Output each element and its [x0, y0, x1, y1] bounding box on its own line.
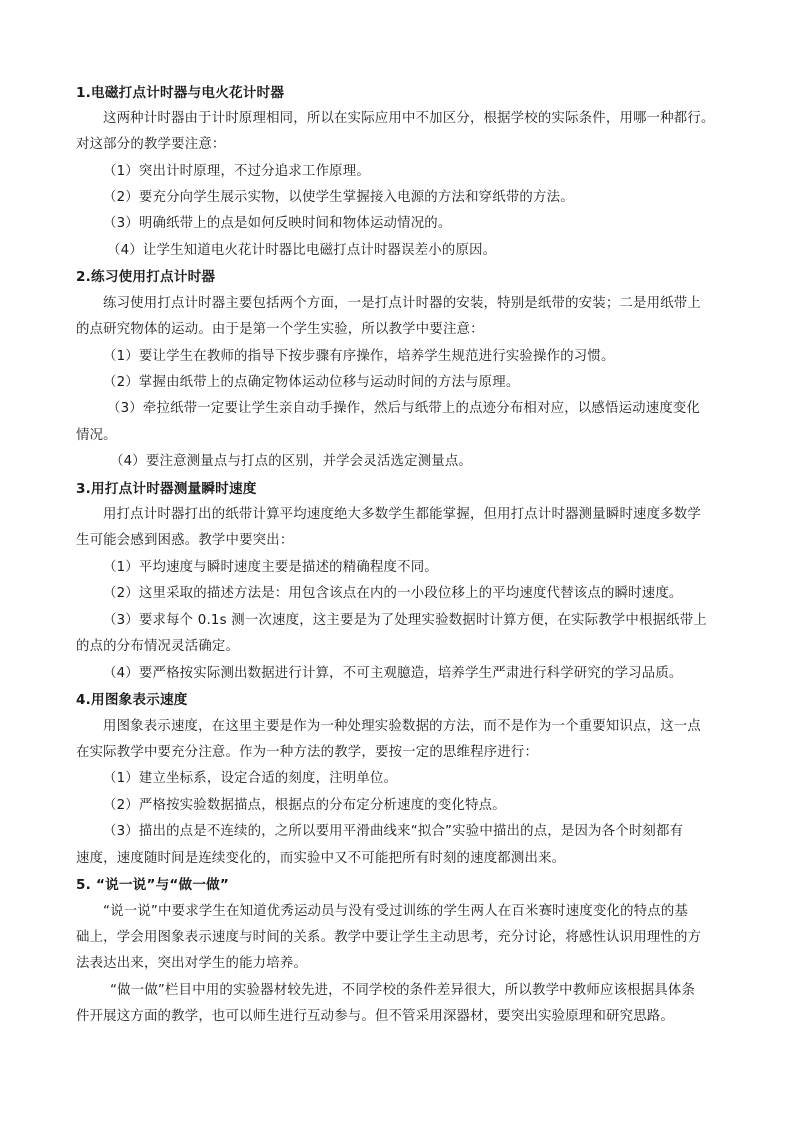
paragraph-line: 法表达出来，突出对学生的能力培养。	[76, 956, 308, 971]
paragraph-line: 生可能会感到困惑。教学中要突出：	[76, 533, 294, 548]
paragraph-line: “做一做”栏目中用的实验器材较先进，不同学校的条件差异很大，所以教学中教师应该根据具体条	[110, 983, 696, 998]
section-heading: 2.练习使用打点计时器	[76, 269, 216, 285]
list-item-continuation: 情况。	[76, 428, 117, 443]
paragraph-line: 在实际教学中要充分注意。作为一种方法的教学，要按一定的思维程序进行：	[76, 745, 539, 760]
list-item: （2）严格按实验数据描点，根据点的分布定分析速度的变化特点。	[103, 798, 506, 813]
list-item: （1）要让学生在教师的指导下按步骤有序操作，培养学生规范进行实验操作的习惯。	[103, 349, 615, 364]
list-item: （2）这里采取的描述方法是：用包含该点在内的一小段位移上的平均速度代替该点的瞬时速度。	[103, 586, 683, 601]
paragraph-line: 用图象表示速度，在这里主要是作为一种处理实验数据的方法，而不是作为一个重要知识点，这一点	[103, 719, 701, 734]
list-item-continuation: 的点的分布情况灵活确定。	[76, 639, 240, 654]
paragraph-line: “说一说”中要求学生在知道优秀运动员与没有受过训练的学生两人在百米赛时速度变化的特点的基	[103, 904, 689, 919]
list-item: （1）突出计时原理，不过分追求工作原理。	[103, 164, 370, 179]
list-item: （2）掌握由纸带上的点确定物体运动位移与运动时间的方法与原理。	[103, 375, 520, 390]
list-item: （3）要求每个 0.1s 测一次速度，这主要是为了处理实验数据时计算方便，在实际教学中根据纸带上	[103, 613, 707, 628]
list-item: （4）要注意测量点与打点的区别，并学会灵活选定测量点。	[110, 454, 473, 469]
list-item: （3）牵拉纸带一定要让学生亲自动手操作，然后与纸带上的点迹分布相对应，以感悟运动速度变化	[107, 401, 701, 416]
list-item: （1）平均速度与瞬时速度主要是描述的精确程度不同。	[103, 560, 438, 575]
paragraph-line: 用打点计时器打出的纸带计算平均速度绝大多数学生都能掌握，但用打点计时器测量瞬时速度多数学	[103, 507, 701, 522]
list-item: （4）要严格按实际测出数据进行计算，不可主观臆造，培养学生严肃进行科学研究的学习品质。	[103, 666, 683, 681]
paragraph-line: 础上，学会用图象表示速度与时间的关系。教学中要让学生主动思考，充分讨论，将感性认识用理性的方	[76, 930, 702, 945]
paragraph-line: 对这部分的教学要注意：	[76, 137, 226, 152]
section-heading: 5. “说一说”与“做一做”	[76, 877, 230, 893]
list-item: （3）描出的点是不连续的，之所以要用平滑曲线来“拟合”实验中描出的点，是因为各个时刻都有	[103, 824, 684, 839]
list-item: （2）要充分向学生展示实物，以使学生掌握接入电源的方法和穿纸带的方法。	[103, 190, 574, 205]
section-heading: 1.电磁打点计时器与电火花计时器	[76, 85, 285, 101]
paragraph-line: 的点研究物体的运动。由于是第一个学生实验，所以教学中要注意：	[76, 322, 484, 337]
list-item: （4）让学生知道电火花计时器比电磁打点计时器误差小的原因。	[107, 243, 497, 258]
paragraph-line: 练习使用打点计时器主要包括两个方面，一是打点计时器的安装，特别是纸带的安装；二是用纸带上	[103, 296, 701, 311]
paragraph-line: 件开展这方面的教学，也可以师生进行互动参与。但不管采用深器材，要突出实验原理和研究思路。	[76, 1009, 674, 1024]
paragraph-line: 这两种计时器由于计时原理相同，所以在实际应用中不加区分，根据学校的实际条件，用哪一种都行。	[103, 111, 715, 126]
list-item: （1）建立坐标系，设定合适的刻度，注明单位。	[103, 771, 398, 786]
section-heading: 4.用图象表示速度	[76, 692, 188, 708]
list-item-continuation: 速度，速度随时间是连续变化的，而实验中又不可能把所有时刻的速度都测出来。	[76, 851, 566, 866]
list-item: （3）明确纸带上的点是如何反映时间和物体运动情况的。	[103, 216, 452, 231]
section-heading: 3.用打点计时器测量瞬时速度	[76, 481, 257, 497]
